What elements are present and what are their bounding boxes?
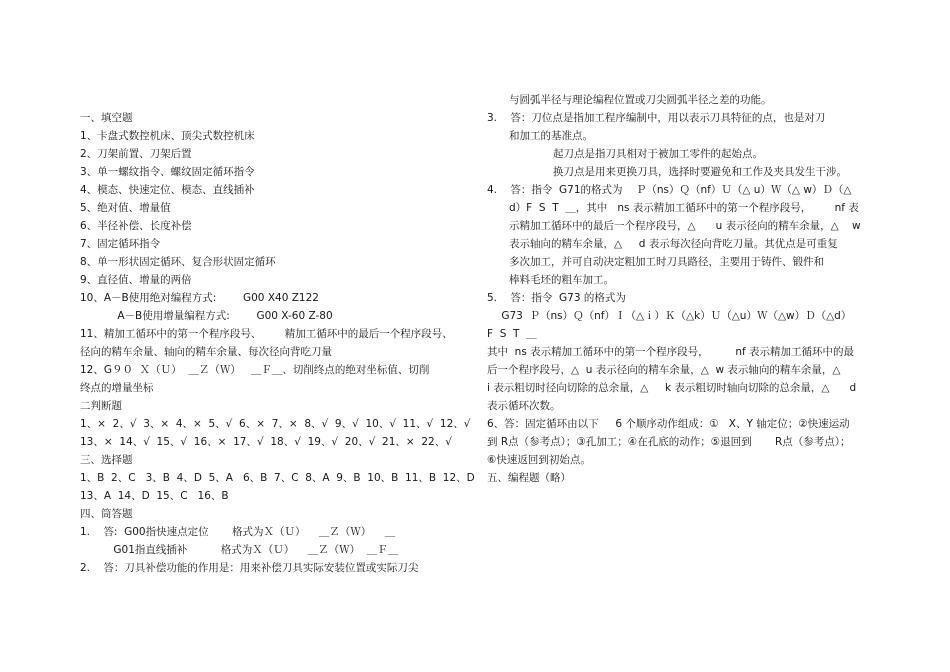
right-column-line: 6、答：固定循环由以下 6 个顺序动作组成：① X、Y 轴定位；②快速运动 [487, 418, 850, 430]
left-column-line: 7、固定循环指令 [80, 238, 161, 250]
right-column-line: 其中 ns 表示精加工循环中的第一个程序段号， nf 表示精加工循环中的最 [487, 346, 855, 358]
right-column-line: 表示轴向的精车余量，△ d 表示每次径向背吃刀量。其优点是可重复 [509, 238, 838, 250]
right-column-line: 和加工的基准点。 [509, 130, 593, 142]
right-column-line: ⑥快速返回到初始点。 [487, 454, 591, 466]
right-column-line: 5. 答：指令 G73 的格式为 [487, 292, 626, 304]
left-column-line: 二判断题 [80, 400, 122, 412]
right-column-line: 3. 答：刀位点是指加工程序编制中，用以表示刀具特征的点，也是对刀 [487, 112, 826, 124]
right-column-line: i 表示粗切时径向切除的总余量，△ k 表示粗切时轴向切除的总余量，△ d [487, 382, 857, 394]
right-column-line: 多次加工，并可自动决定粗加工时刀具路径，主要用于铸件、锻件和 [509, 256, 824, 268]
left-column-line: 6、半径补偿、长度补偿 [80, 220, 192, 232]
left-column-line: 2. 答：刀具补偿功能的作用是：用来补偿刀具实际安装位置或实际刀尖 [80, 562, 419, 574]
left-column-line: 12、G９０ Ｘ（Ｕ） ＿Ｚ（Ｗ） ＿Ｆ＿、切削终点的绝对坐标值、切削 [80, 364, 430, 376]
left-column-line: G01指直线插补 格式为Ｘ（Ｕ） ＿Ｚ（Ｗ） ＿Ｆ＿ [80, 544, 399, 556]
right-column-line: 与圆弧半径与理论编程位置或刀尖圆弧半径之差的功能。 [509, 94, 772, 106]
right-column-line: 表示循环次数。 [487, 400, 561, 412]
right-column-line: 棒料毛坯的粗车加工。 [509, 274, 614, 286]
right-column-line: 起刀点是指刀具相对于被加工零件的起始点。 [533, 148, 764, 160]
left-column-line: 9、直径值、增量的两倍 [80, 274, 192, 286]
right-column-line: 示精加工循环中的最后一个程序段号，△ u 表示径向的精车余量，△ w [509, 220, 861, 232]
left-column-line: 1、× 2、√ 3、× 4、× 5、√ 6、× 7、× 8、√ 9、√ 10、√ 11、√ 12、√ [80, 418, 471, 430]
right-column-line: 换刀点是用来更换刀具，选择时要避免和工作及夹具发生干涉。 [533, 166, 848, 178]
right-column-line: 4. 答：指令 G71的格式为 Ｐ（ns）Ｑ（nf）Ｕ（△ u）Ｗ（△ w）Ｄ（△ [487, 184, 852, 196]
left-column-line: 13、A 14、D 15、C 16、B [80, 490, 229, 502]
right-column-line: d）F S T ＿，其中 ns 表示精加工循环中的第一个程序段号， nf 表 [509, 202, 859, 214]
left-column-line: 1、B 2、C 3、B 4、D 5、A 6、B 7、C 8、A 9、B 10、B 11、B 12、D [80, 472, 475, 484]
left-column-line: 13、× 14、√ 15、√ 16、× 17、√ 18、√ 19、√ 20、√ 21、× 22、√ [80, 436, 452, 448]
left-column-line: 1. 答: G00指快速点定位 格式为Ｘ（Ｕ） ＿Ｚ（Ｗ） ＿ [80, 526, 396, 538]
left-column-line: 3、单一螺纹指令、螺纹固定循环指令 [80, 166, 255, 178]
left-column-line: 5、绝对值、增量值 [80, 202, 171, 214]
left-column-line: 径向的精车余量、轴向的精车余量、每次径向背吃刀量 [80, 346, 332, 358]
left-column-line: 11、精加工循环中的第一个程序段号、 精加工循环中的最后一个程序段号、 [80, 328, 453, 340]
left-column-line: A－B使用增量编程方式: G00 X-60 Z-80 [104, 310, 333, 322]
right-column-line: G73 Ｐ（ns）Ｑ（nf）Ｉ（△ｉ）Ｋ（△k）Ｕ（△u）Ｗ（△w）Ｄ（△d） [498, 310, 852, 322]
right-column-line: 五、编程题（略） [487, 472, 571, 484]
right-column-line: 到 R点（参考点）；③孔加工；④在孔底的动作；⑤退回到 R点（参考点）； [487, 436, 851, 448]
left-column-line: 终点的增量坐标 [80, 382, 154, 394]
right-column-line: 后一个程序段号，△ u 表示径向的精车余量，△ w 表示轴向的精车余量，△ [487, 364, 841, 376]
left-column-line: 4、模态、快速定位、模态、直线插补 [80, 184, 255, 196]
left-column-line: 一、填空题 [80, 112, 133, 124]
left-column-line: 2、刀架前置、刀架后置 [80, 148, 192, 160]
left-column-line: 8、单一形状固定循环、复合形状固定循环 [80, 256, 276, 268]
left-column-line: 四、筒答题 [80, 508, 133, 520]
right-column-line: F S T ＿ [487, 328, 537, 340]
left-column-line: 1、卡盘式数控机床、顶尖式数控机床 [80, 130, 255, 142]
left-column-line: 10、A－B使用绝对编程方式: G00 X40 Z122 [80, 292, 319, 304]
left-column-line: 三、选择题 [80, 454, 133, 466]
